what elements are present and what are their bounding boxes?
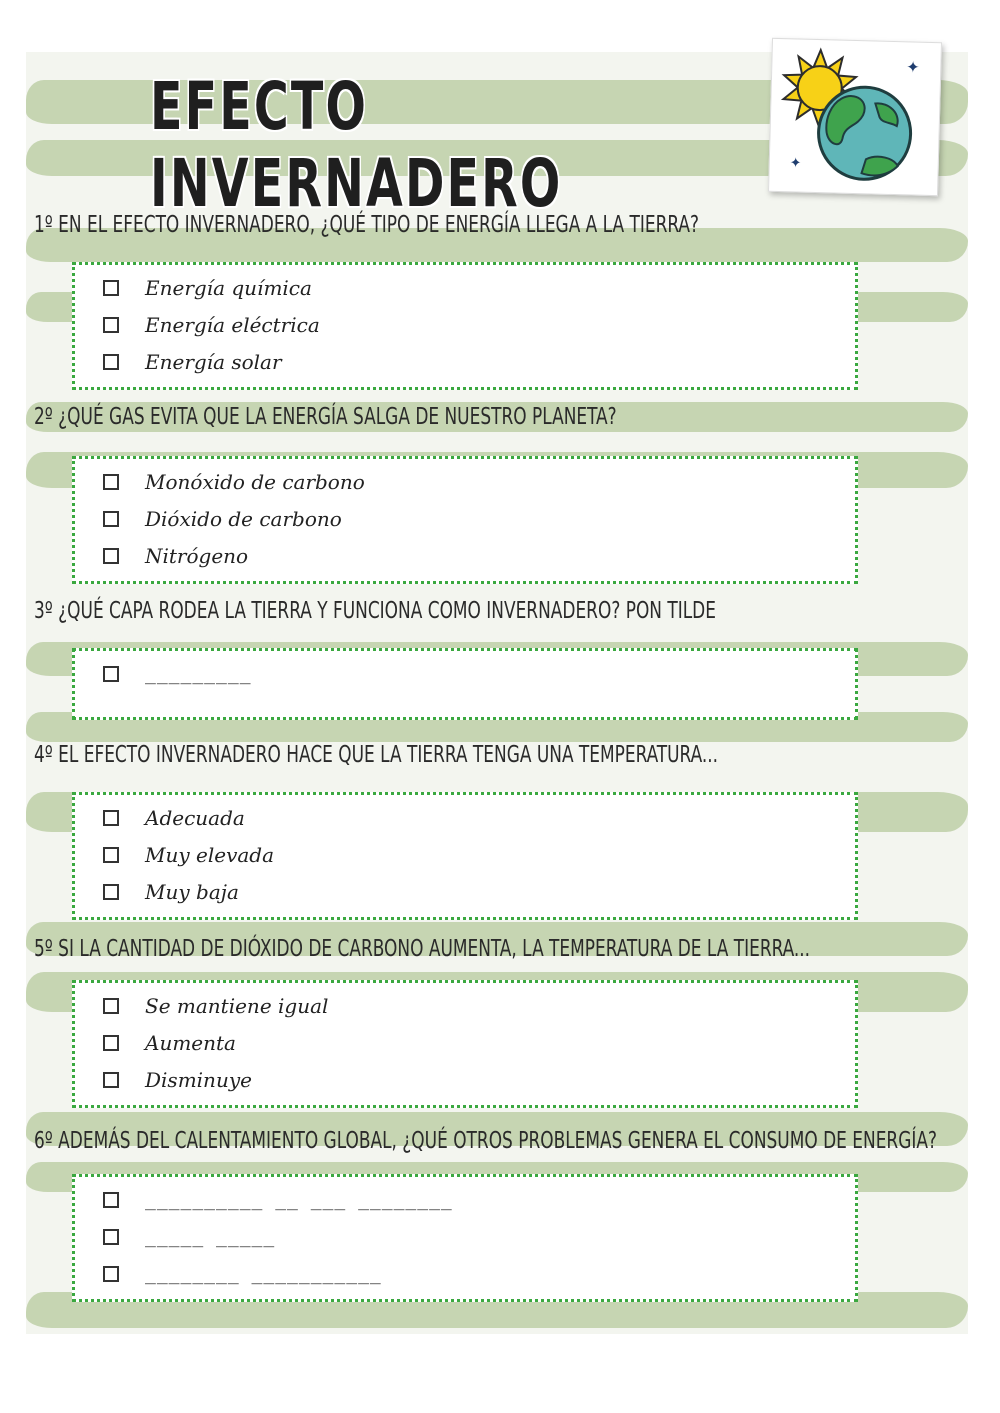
option-label: Energía química	[145, 276, 312, 300]
checkbox[interactable]	[103, 666, 119, 682]
option-label: Muy elevada	[145, 843, 275, 867]
question-4: 4º EL EFECTO INVERNADERO HACE QUE LA TIERRA TENGA UNA TEMPERATURA...	[34, 742, 719, 768]
option[interactable]	[103, 1222, 275, 1252]
checkbox[interactable]	[103, 810, 119, 826]
option[interactable]	[103, 310, 320, 340]
option[interactable]	[103, 991, 328, 1021]
logo-card	[768, 38, 942, 196]
checkbox[interactable]	[103, 847, 119, 863]
answer-box-3	[72, 648, 858, 720]
checkbox[interactable]	[103, 548, 119, 564]
option-label: Aumenta	[145, 1031, 236, 1055]
option[interactable]	[103, 803, 245, 833]
answer-blank[interactable]: ________ ___________	[145, 1263, 382, 1285]
option-label: Monóxido de carbono	[145, 470, 365, 494]
svg-text:✦: ✦	[906, 57, 920, 77]
option[interactable]	[103, 541, 248, 571]
question-6: 6º ADEMÁS DEL CALENTAMIENTO GLOBAL, ¿QUÉ OTROS PROBLEMAS GENERA EL CONSUMO DE ENERGÍA?	[34, 1128, 937, 1154]
option[interactable]	[103, 1065, 252, 1095]
checkbox[interactable]	[103, 1072, 119, 1088]
option-label: Se mantiene igual	[145, 994, 329, 1018]
option-label: Dióxido de carbono	[145, 507, 342, 531]
question-1: 1º EN EL EFECTO INVERNADERO, ¿QUÉ TIPO DE ENERGÍA LLEGA A LA TIERRA?	[34, 212, 700, 238]
question-5: 5º SI LA CANTIDAD DE DIÓXIDO DE CARBONO AUMENTA, LA TEMPERATURA DE LA TIERRA...	[34, 936, 811, 962]
checkbox[interactable]	[103, 511, 119, 527]
checkbox[interactable]	[103, 998, 119, 1014]
option-label: Nitrógeno	[145, 544, 249, 568]
option-label: Energía solar	[145, 350, 282, 374]
checkbox[interactable]	[103, 1266, 119, 1282]
option[interactable]	[103, 659, 252, 689]
option[interactable]	[103, 840, 274, 870]
answer-box-1	[72, 262, 858, 390]
checkbox[interactable]	[103, 1192, 119, 1208]
page-title: EFECTO INVERNADERO	[150, 68, 563, 222]
question-2: 2º ¿QUÉ GAS EVITA QUE LA ENERGÍA SALGA DE NUESTRO PLANETA?	[34, 404, 617, 430]
answer-box-6	[72, 1174, 858, 1302]
option-label: Adecuada	[145, 806, 245, 830]
answer-blank[interactable]: _____ _____	[145, 1226, 276, 1248]
checkbox[interactable]	[103, 317, 119, 333]
option[interactable]	[103, 467, 365, 497]
answer-blank[interactable]: __________ __ ___ ________	[145, 1189, 453, 1211]
checkbox[interactable]	[103, 474, 119, 490]
option[interactable]	[103, 273, 312, 303]
option[interactable]	[103, 1185, 453, 1215]
option[interactable]	[103, 1259, 382, 1289]
answer-blank[interactable]: _________	[145, 663, 252, 685]
option-label: Disminuye	[145, 1068, 252, 1092]
question-3: 3º ¿QUÉ CAPA RODEA LA TIERRA Y FUNCIONA COMO INVERNADERO? PON TILDE	[34, 598, 716, 624]
answer-box-2	[72, 456, 858, 584]
answer-box-5	[72, 980, 858, 1108]
option[interactable]	[103, 877, 239, 907]
checkbox[interactable]	[103, 1229, 119, 1245]
option[interactable]	[103, 504, 342, 534]
svg-text:✦: ✦	[789, 155, 802, 172]
checkbox[interactable]	[103, 280, 119, 296]
answer-box-4	[72, 792, 858, 920]
checkbox[interactable]	[103, 1035, 119, 1051]
checkbox[interactable]	[103, 884, 119, 900]
option[interactable]	[103, 1028, 236, 1058]
option-label: Energía eléctrica	[145, 313, 320, 337]
checkbox[interactable]	[103, 354, 119, 370]
sun-and-earth-icon	[769, 39, 941, 195]
option[interactable]	[103, 347, 282, 377]
option-label: Muy baja	[145, 880, 239, 904]
